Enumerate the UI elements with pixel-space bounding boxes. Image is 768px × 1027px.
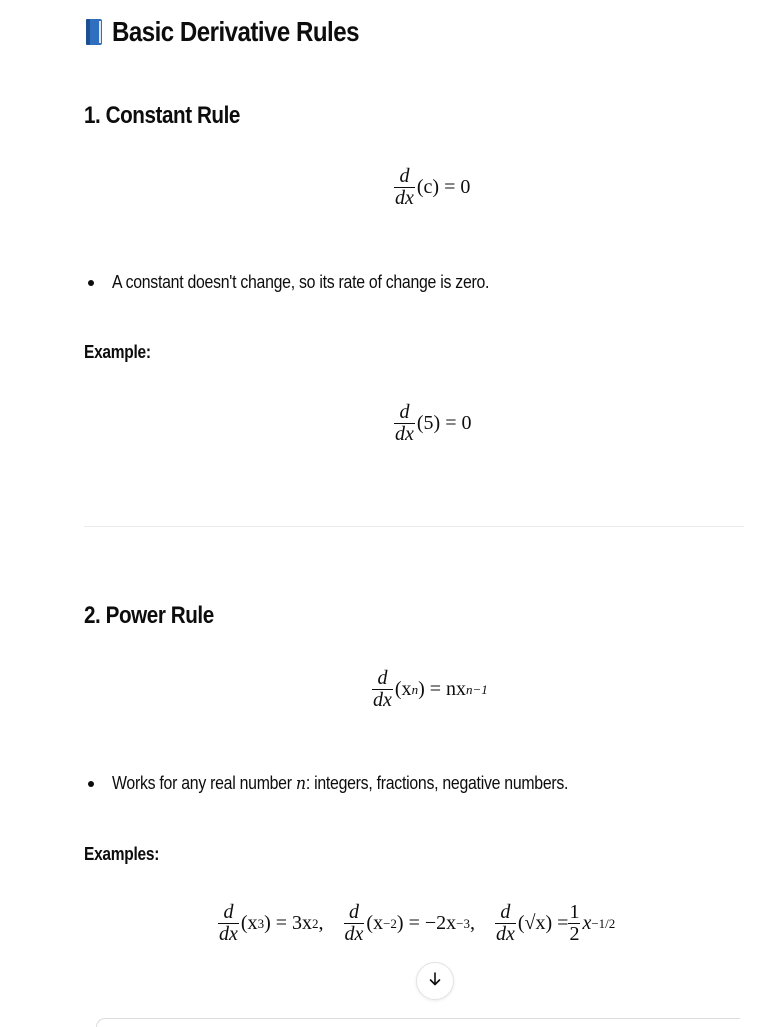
bullet-dot — [88, 781, 94, 787]
one-half-fraction: $\frac{1}{2}$ — [569, 901, 580, 945]
bullet-text: A constant doesn't change, so its rate of change is zero. — [112, 272, 490, 292]
composer-edge — [96, 1018, 740, 1027]
derivative-fraction: $\frac{d}{dx}$ — [344, 901, 364, 945]
examples-label: Examples: — [84, 844, 160, 864]
page-title — [84, 10, 399, 54]
section-heading-power-rule: 2. Power Rule — [84, 602, 214, 629]
blue-book-icon — [84, 17, 104, 47]
bullet-text: Works for any real number n: integers, fractions, negative numbers. — [112, 773, 569, 794]
derivative-fraction: $\frac{d}{dx}$ — [495, 901, 515, 945]
title-text: Basic Derivative Rules — [112, 16, 359, 47]
section-heading-constant-rule: 1. Constant Rule — [84, 102, 240, 129]
constant-rule-formula: $\frac{d}{dx}$ (c) = 0 — [395, 165, 471, 209]
power-rule-examples: $\frac{d}{dx}$ (x 3 ) = 3x 2 , $\frac{d}{dx}$ (x −2 ) = −2x −3 , $\frac{d}{dx}$ (√x) = $\frac{1}{2}$ x −1/2 — [219, 901, 616, 945]
bullet-item — [88, 773, 630, 794]
power-rule-formula: $\frac{d}{dx}$ (x n ) = nx n−1 — [373, 667, 488, 711]
example-label: Example: — [84, 342, 151, 362]
derivative-fraction: $\frac{d}{dx}$ — [395, 165, 414, 209]
scroll-to-bottom-button[interactable] — [416, 962, 454, 1000]
bullet-item — [88, 272, 541, 293]
arrow-down-icon — [427, 971, 443, 992]
derivative-fraction: $\frac{d}{dx}$ — [395, 401, 414, 445]
bullet-dot — [88, 280, 94, 286]
section-divider — [84, 526, 744, 527]
derivative-fraction: $\frac{d}{dx}$ — [219, 901, 238, 945]
derivative-fraction: $\frac{d}{dx}$ — [373, 667, 392, 711]
constant-rule-example: $\frac{d}{dx}$ (5) = 0 — [395, 401, 472, 445]
